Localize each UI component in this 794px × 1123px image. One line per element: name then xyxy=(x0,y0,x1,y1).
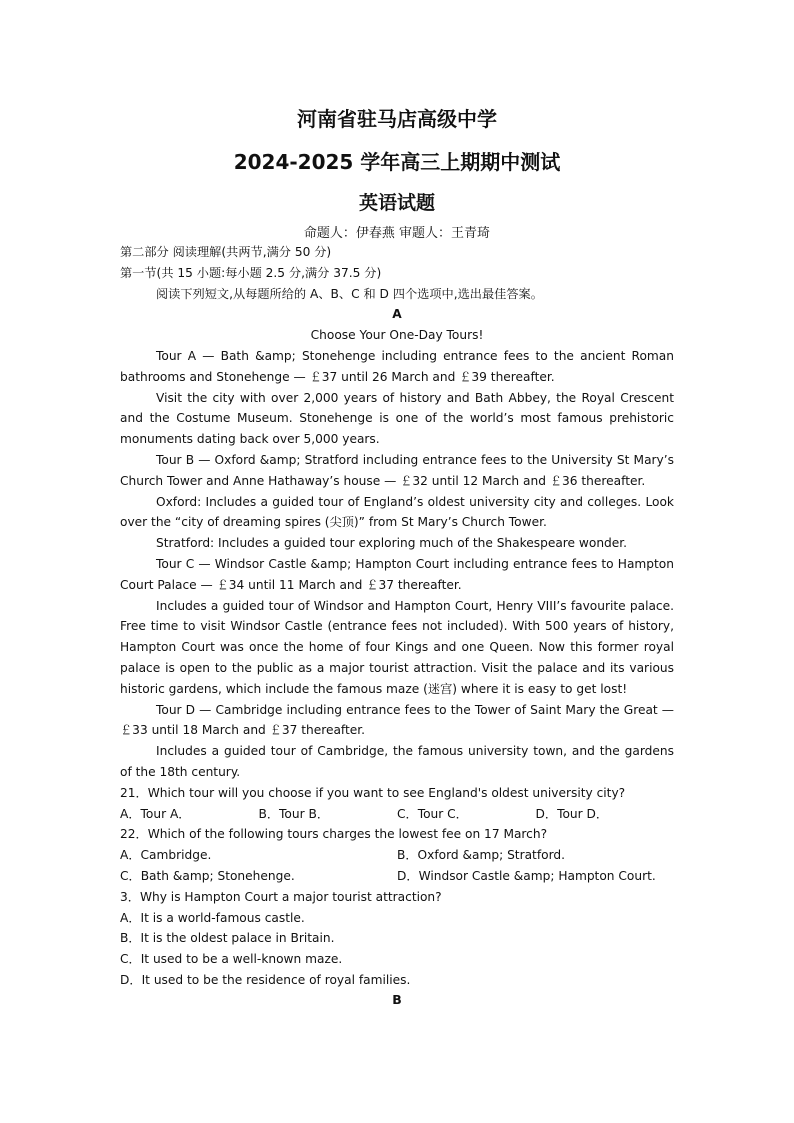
option-c: C．It used to be a well-known maze. xyxy=(120,952,343,967)
paragraph: Tour D — Cambridge including entrance fees to the Tower of Saint Mary the Great — ￡33 until 18 March and ￡37 thereafter. xyxy=(120,702,674,738)
option-d: D．Windsor Castle &amp; Hampton Court. xyxy=(397,868,656,883)
option-b: B．Oxford &amp; Stratford. xyxy=(397,848,565,863)
question-options xyxy=(120,866,674,887)
option-b: B．It is the oldest palace in Britain. xyxy=(120,931,335,946)
option-c: C．Tour C． xyxy=(397,806,468,821)
part-heading: 第二部分 阅读理解(共两节,满分 50 分) xyxy=(120,245,332,259)
authors-line: 命题人：伊春燕 审题人：王青琦 xyxy=(303,226,491,241)
passage-a-label: A xyxy=(392,307,402,321)
paragraph: Visit the city with over 2,000 years of history and Bath Abbey, the Royal Crescent and the Costume Museum. Stonehenge is one of the world’s most famous prehistoric monuments dating back over 5,000 years. xyxy=(120,390,674,447)
section-heading: 第一节(共 15 小题:每小题 2.5 分,满分 37.5 分) xyxy=(120,266,382,280)
school-title: 河南省驻马店高级中学 xyxy=(297,107,497,131)
paragraph: Oxford: Includes a guided tour of England’s oldest university city and colleges. Look over the “city of dreaming spires (尖顶)” from St Mary’s Church Tower. xyxy=(120,494,674,530)
question-options xyxy=(120,804,674,825)
exam-title: 2024-2025 学年高三上期期中测试 xyxy=(233,150,561,174)
passage-a-title: Choose Your One-Day Tours! xyxy=(310,328,484,342)
paragraph: Includes a guided tour of Windsor and Hampton Court, Henry VIII’s favourite palace. Free time to visit Windsor Castle (entrance fees not included). With 500 years of history, Hampton Court was once the home of four Kings and one Queen. Now this former royal palace is open to the public as a major tourist attraction. Visit the palace and its various historic gardens, which include the famous maze (迷宫) where it is easy to get lost! xyxy=(120,598,674,696)
option-a: A．Cambridge. xyxy=(120,848,212,863)
passage-a-body xyxy=(120,346,674,991)
paragraph: Stratford: Includes a guided tour exploring much of the Shakespeare wonder. xyxy=(156,536,628,551)
option-a: A．It is a world-famous castle. xyxy=(120,910,305,925)
passage-b-label: B xyxy=(392,992,402,1007)
paragraph: Tour C — Windsor Castle &amp; Hampton Court including entrance fees to Hampton Court Palace — ￡34 until 11 March and ￡37 thereafter. xyxy=(120,556,674,592)
option-a: A．Tour A． xyxy=(120,806,191,821)
question-options xyxy=(120,845,674,866)
option-c: C．Bath &amp; Stonehenge. xyxy=(120,868,295,883)
option-d: D．It used to be the residence of royal families. xyxy=(120,972,411,987)
instruction-text: 阅读下列短文,从每题所给的 A、B、C 和 D 四个选项中,选出最佳答案。 xyxy=(156,287,543,301)
paragraph: Tour B — Oxford &amp; Stratford including entrance fees to the University St Mary’s Church Tower and Anne Hathaway’s house — ￡32 until 12 March and ￡36 thereafter. xyxy=(120,452,674,488)
subject-title: 英语试题 xyxy=(358,192,435,214)
question-stem: 21．Which tour will you choose if you want to see England's oldest university city? xyxy=(120,785,626,800)
option-d: D．Tour D． xyxy=(535,806,609,821)
question-stem: 3．Why is Hampton Court a major tourist attraction? xyxy=(120,889,442,904)
paragraph: Includes a guided tour of Cambridge, the famous university town, and the gardens of the 18th century. xyxy=(120,744,674,779)
question-stem: 22．Which of the following tours charges the lowest fee on 17 March? xyxy=(120,827,548,842)
paragraph: Tour A — Bath &amp; Stonehenge including entrance fees to the ancient Roman bathrooms and Stonehenge — ￡37 until 26 March and ￡39 thereafter. xyxy=(120,349,674,384)
option-b: B．Tour B． xyxy=(258,806,330,821)
